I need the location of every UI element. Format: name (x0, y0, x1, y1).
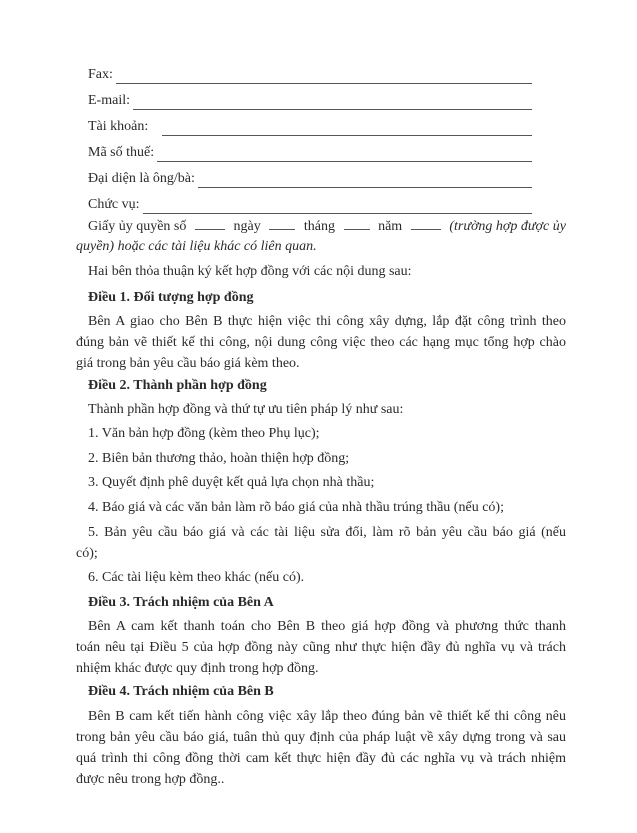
representative-line (198, 173, 532, 188)
position-line (143, 199, 532, 214)
article-3-heading: Điều 3. Trách nhiệm của Bên A (88, 595, 274, 610)
article-2-item-continuation: có); (76, 546, 98, 561)
tax-code-line (157, 147, 532, 162)
article-1-line: giá trong bản yêu cầu báo giá kèm theo. (76, 356, 300, 371)
article-2-item: 4. Báo giá và các văn bản làm rõ báo giá của nhà thầu trúng thầu (nếu có); (88, 500, 504, 515)
article-4-line: trong bản yêu cầu báo giá, tuân thủ quy định của pháp luật về xây dựng trong và sau (76, 730, 566, 745)
article-3-line: nhiệm khác được quy định trong hợp đồng. (76, 661, 319, 676)
position-field (88, 194, 532, 214)
tax-code-label: Mã số thuế: (88, 145, 155, 160)
article-3-line: Bên A cam kết thanh toán cho Bên B theo giá hợp đồng và phương thức thanh (88, 619, 566, 634)
authorization-italic-1: (trường hợp được ủy (449, 219, 566, 234)
article-1-line: Bên A giao cho Bên B thực hiện việc thi công xây dựng, lắp đặt công trình theo (88, 314, 566, 329)
representative-label: Đại diện là ông/bà: (88, 171, 195, 186)
article-2-item: 2. Biên bản thương thảo, hoàn thiện hợp đồng; (88, 451, 350, 466)
article-2-intro: Thành phần hợp đồng và thứ tự ưu tiên pháp lý như sau: (88, 402, 404, 417)
position-label: Chức vụ: (88, 197, 140, 212)
article-4-line: được nêu trong hợp đồng.. (76, 772, 225, 787)
article-1-heading: Điều 1. Đối tượng hợp đồng (88, 290, 254, 305)
representative-field (88, 168, 532, 188)
authorization-label: Giấy ủy quyền số (88, 219, 187, 234)
blank-day (269, 217, 295, 230)
article-2-item: 1. Văn bản hợp đồng (kèm theo Phụ lục); (88, 426, 320, 441)
article-4-heading: Điều 4. Trách nhiệm của Bên B (88, 684, 274, 699)
fax-label: Fax: (88, 67, 113, 82)
authorization-italic-2: quyền) hoặc các tài liệu khác có liên quan. (76, 239, 317, 254)
year-label: năm (378, 219, 403, 234)
email-line (133, 95, 532, 110)
month-label: tháng (303, 219, 335, 234)
blank-year (411, 217, 441, 230)
fax-line (116, 69, 532, 84)
tax-code-field (88, 142, 532, 162)
authorization-line (88, 217, 566, 236)
article-4-line: Bên B cam kết tiến hành công việc xây lắp theo đúng bản vẽ thiết kế thi công nêu (88, 709, 566, 724)
email-field (88, 90, 532, 110)
article-3-line: toán nêu tại Điều 5 của hợp đồng này cũng như thực hiện đầy đủ nghĩa vụ và trách (76, 640, 566, 655)
article-1-line: đúng bản vẽ thiết kế thi công, nội dung công việc theo các hạng mục tổng hợp chào (76, 335, 566, 350)
article-2-item: 6. Các tài liệu kèm theo khác (nếu có). (88, 570, 305, 585)
day-label: ngày (233, 219, 261, 234)
article-4-line: quá trình thi công đồng thời cam kết thực hiện đầy đủ các nghĩa vụ và trách nhiệm (76, 751, 566, 766)
article-2-heading: Điều 2. Thành phần hợp đồng (88, 378, 267, 393)
article-2-item: 5. Bản yêu cầu báo giá và các tài liệu sửa đổi, làm rõ bản yêu cầu báo giá (nếu (88, 525, 566, 540)
fax-field (88, 64, 532, 84)
account-label: Tài khoản: (88, 119, 149, 134)
authorization-continuation (76, 238, 317, 256)
blank-number (195, 217, 225, 230)
account-field (88, 116, 532, 136)
email-label: E-mail: (88, 93, 130, 108)
blank-month (344, 217, 370, 230)
article-2-item: 3. Quyết định phê duyệt kết quả lựa chọn nhà thầu; (88, 475, 375, 490)
agreement-intro: Hai bên thỏa thuận ký kết hợp đồng với các nội dung sau: (88, 264, 412, 279)
account-line (162, 121, 532, 136)
